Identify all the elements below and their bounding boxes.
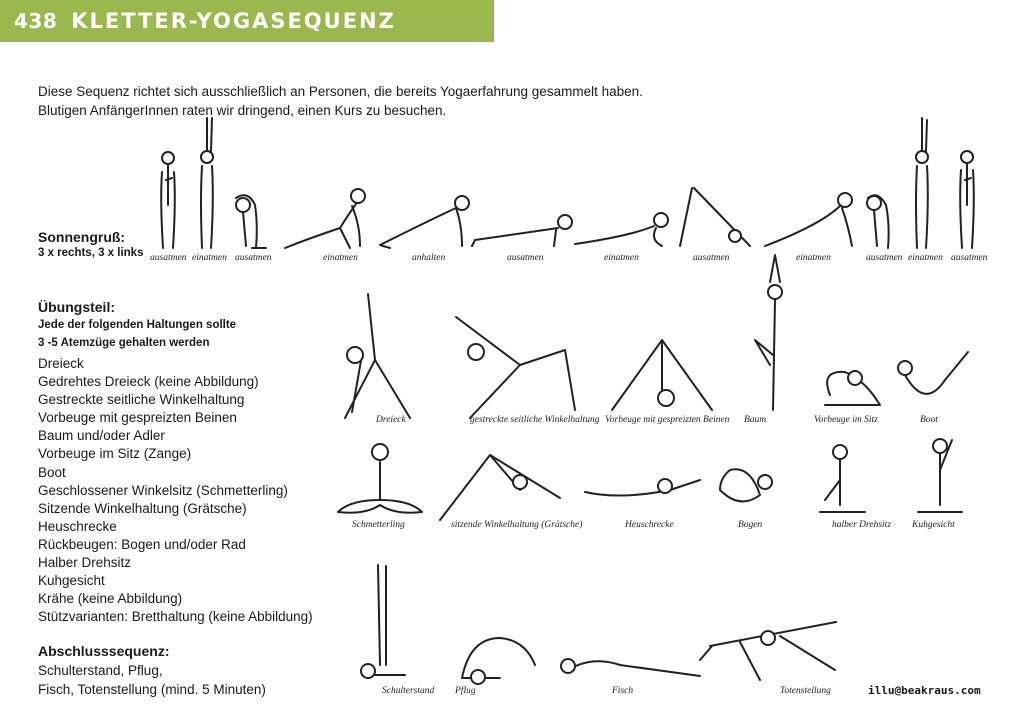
list-item: Kuhgesicht xyxy=(38,573,105,589)
caption-boat: Boot xyxy=(920,415,938,425)
intro-line-2: Blutigen AnfängerInnen raten wir dringend, einen Kurs zu besuchen. xyxy=(38,103,447,118)
wide-fold-figure xyxy=(612,340,712,410)
sun-caption-10: ausatmen xyxy=(866,253,903,263)
list-item: Vorbeuge mit gespreizten Beinen xyxy=(38,410,237,426)
caption-cow-face: Kuhgesicht xyxy=(912,520,955,530)
low-lunge-figure xyxy=(285,189,365,248)
sun-caption-4: einatmen xyxy=(323,253,358,263)
page-title: KLETTER-YOGASEQUENZ xyxy=(71,9,396,33)
caption-shoulder-stand: Schulterstand xyxy=(382,686,435,696)
tree-pose-figure xyxy=(755,255,782,410)
list-item: Vorbeuge im Sitz (Zange) xyxy=(38,446,192,462)
forward-fold-2-figure xyxy=(867,195,889,248)
standing-prayer-2-figure xyxy=(960,151,974,248)
practice-title: Übungsteil: xyxy=(38,299,115,315)
caption-corpse: Totenstellung xyxy=(780,686,831,696)
sun-caption-11: einatmen xyxy=(908,253,943,263)
caption-half-twist: halber Drehsitz xyxy=(832,520,892,530)
caption-side-angle: gestreckte seitliche Winkelhaltung xyxy=(470,415,600,425)
list-item: Heuschrecke xyxy=(38,518,117,534)
closing-title: Abschlusssequenz: xyxy=(38,643,170,659)
page-number: 438 xyxy=(14,9,58,33)
caption-wide-seated: sitzende Winkelhaltung (Grätsche) xyxy=(451,520,583,530)
list-item: Halber Drehsitz xyxy=(38,555,132,571)
sun-caption-8: ausatmen xyxy=(693,253,730,263)
knees-chest-figure xyxy=(575,213,668,246)
sun-caption-1: ausatmen xyxy=(150,253,187,263)
sun-caption-7: einatmen xyxy=(604,253,639,263)
downward-dog-figure xyxy=(680,188,750,246)
wide-seated-figure xyxy=(440,455,560,520)
caption-plow: Pflug xyxy=(455,686,476,696)
sun-salutation-title: Sonnengruß: xyxy=(38,229,126,245)
butterfly-figure xyxy=(338,444,422,513)
closing-line-2: Fisch, Totenstellung (mind. 5 Minuten) xyxy=(38,682,266,697)
triangle-pose-figure xyxy=(345,294,410,418)
caption-bow: Bogen xyxy=(738,520,763,530)
shoulder-stand-figure xyxy=(361,565,405,678)
fish-figure xyxy=(561,659,700,676)
bow-pose-figure xyxy=(720,469,772,501)
half-twist-figure xyxy=(820,445,865,512)
list-item: Sitzende Winkelhaltung (Grätsche) xyxy=(38,500,247,516)
list-item: Baum und/oder Adler xyxy=(38,428,165,444)
plow-figure xyxy=(462,638,535,684)
arms-up-figure xyxy=(201,118,213,248)
boat-pose-figure xyxy=(898,352,968,394)
plank-figure xyxy=(472,215,572,246)
caption-tree: Baum xyxy=(744,415,767,425)
illustration-credit: illu@beakraus.com xyxy=(868,684,981,697)
cow-face-figure xyxy=(918,439,962,512)
list-item: Dreieck xyxy=(38,356,84,371)
sun-caption-2: einatmen xyxy=(192,253,227,263)
list-item: Stützvarianten: Bretthaltung (keine Abbildung) xyxy=(38,609,313,625)
forward-fold-figure xyxy=(236,195,266,248)
caption-locust: Heuschrecke xyxy=(625,520,674,530)
list-item: Krähe (keine Abbildung) xyxy=(38,591,183,607)
locust-figure xyxy=(585,479,700,496)
list-item: Gestreckte seitliche Winkelhaltung xyxy=(38,392,245,408)
caption-seated-fold: Vorbeuge im Sitz xyxy=(814,415,878,425)
sun-caption-12: ausatmen xyxy=(951,253,988,263)
cobra-figure xyxy=(765,193,852,246)
list-item: Rückbeugen: Bogen und/oder Rad xyxy=(38,536,246,552)
caption-fish: Fisch xyxy=(612,686,634,696)
sun-caption-3: ausatmen xyxy=(235,253,272,263)
standing-prayer-figure xyxy=(161,152,175,248)
list-item: Boot xyxy=(38,464,66,480)
list-item: Gedrehtes Dreieck (keine Abbildung) xyxy=(38,374,259,390)
upward-lunge-figure xyxy=(380,196,469,248)
sun-caption-9: einatmen xyxy=(796,253,831,263)
sun-caption-6: ausatmen xyxy=(507,253,544,263)
caption-wide-fold: Vorbeuge mit gespreizten Beinen xyxy=(605,415,730,425)
seated-fold-figure xyxy=(825,371,880,405)
corpse-pose-figure xyxy=(700,622,836,680)
sun-caption-5: anhalten xyxy=(412,253,446,263)
caption-butterfly: Schmetterling xyxy=(352,520,405,530)
list-item: Geschlossener Winkelsitz (Schmetterling) xyxy=(38,482,288,498)
practice-subtitle-2: 3 -5 Atemzüge gehalten werden xyxy=(38,337,210,349)
closing-line-1: Schulterstand, Pflug, xyxy=(38,663,163,678)
arms-up-2-figure xyxy=(916,118,928,248)
practice-subtitle-1: Jede der folgenden Haltungen sollte xyxy=(38,319,237,331)
side-angle-figure xyxy=(456,317,575,418)
sun-salutation-subtitle: 3 x rechts, 3 x links xyxy=(38,247,144,259)
caption-dreieck: Dreieck xyxy=(376,415,406,425)
intro-line-1: Diese Sequenz richtet sich ausschließlich an Personen, die bereits Yogaerfahrung gesammelt haben. xyxy=(38,84,643,99)
